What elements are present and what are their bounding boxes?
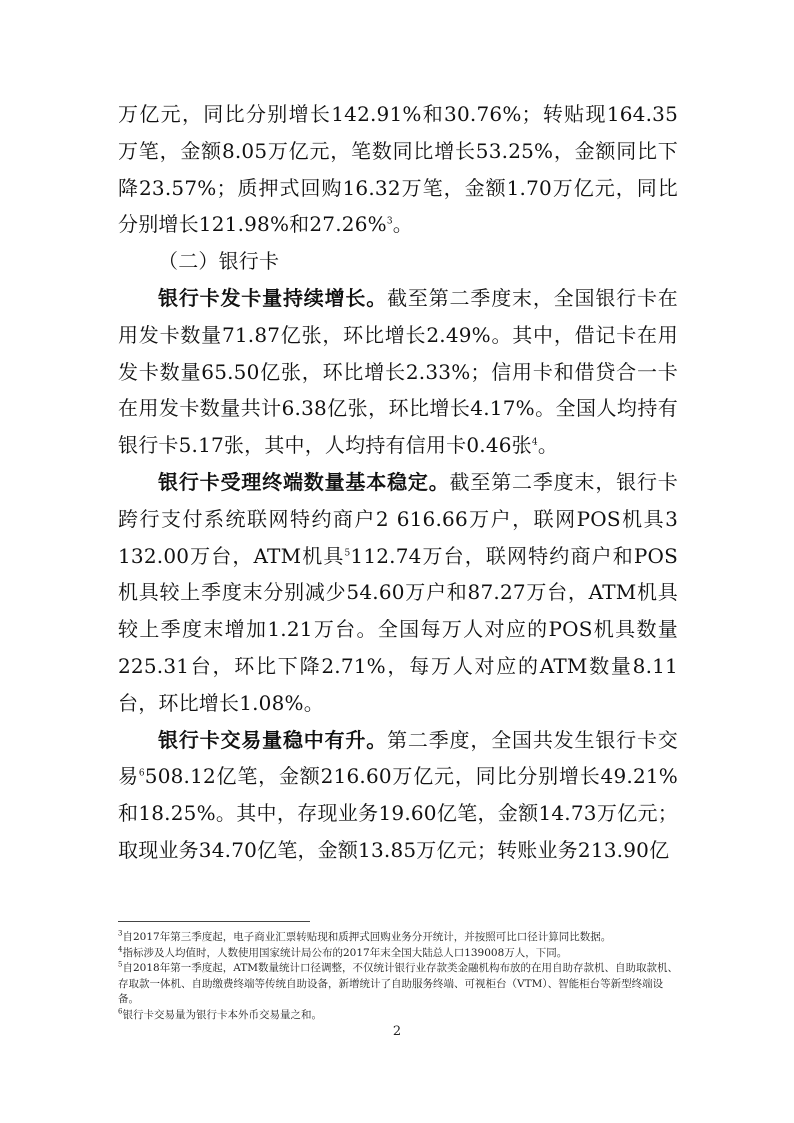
footnote-ref: 5 [344,547,351,558]
footnote [118,961,684,1008]
paragraph-card-issuance [118,280,678,464]
footnote [118,946,684,962]
footnote-divider [118,921,310,922]
paragraph-text: 截至第二季度末，银行卡跨行支付系统联网特约商户2 616.66万户，联网POS机具3 132.00万台，ATM机具 [118,469,678,568]
footnote-text: 自2018年第一季度起，ATM数量统计口径调整，不仅统计银行业存款类金融机构布放的在用自助存款机、自助取款机、存取款一体机、自助缴费终端等传统自助设备，新增统计了自助服务终端、可视柜台（VTM）、智能柜台等新型终端设备。 [118,962,678,1005]
paragraph-lead: 银行卡交易量稳中有升。 [158,727,388,752]
footnotes [118,930,684,1023]
footnote-marker: 4 [118,945,123,953]
paragraph-terminals [118,464,678,722]
footnote-marker: 6 [118,1007,123,1015]
paragraph-tail: 。 [392,212,413,237]
footnote-text: 银行卡交易量为银行卡本外币交易量之和。 [122,1008,322,1021]
paragraph-tail: 。 [537,433,559,458]
footnote [118,930,684,946]
footnote-marker: 5 [118,960,123,969]
footnote [118,1008,684,1024]
paragraph-text: 第二季度，全国共发生银行卡交易 [118,727,678,789]
paragraph-bill-business [118,96,678,243]
footnote-ref: 6 [138,768,145,779]
body-text [118,96,678,869]
footnote-text: 指标涉及人均值时，人数使用国家统计局公布的2017年末全国大陆总人口139008万人，下同。 [122,946,568,959]
paragraph-text: 截至第二季度末，全国银行卡在用发卡数量71.87亿张，环比增长2.49%。其中，借记卡在用发卡数量65.50亿张，环比增长2.33%；信用卡和借贷合一卡在用发卡数量共计6.38亿张，环比增长4.17%。全国人均持有银行卡5.17张，其中，人均持有信用卡0.46张 [118,285,678,458]
footnote-ref: 4 [531,437,538,448]
footnote-text: 自2017年第三季度起，电子商业汇票转贴现和质押式回购业务分开统计，并按照可比口径计算同比数据。 [122,931,612,943]
paragraph-text: 112.74万台，联网特约商户和POS机具较上季度末分别减少54.60万户和87.27万台，ATM机具较上季度末增加1.21万台。全国每万人对应的POS机具数量225.31台，环比下降2.71%，每万人对应的ATM数量8.11台，环比增长1.08%。 [118,543,678,715]
footnote-marker: 3 [118,929,123,938]
paragraph-text: 508.12亿笔，金额216.60万亿元，同比分别增长49.21%和18.25%。其中，存现业务19.60亿笔，金额14.73万亿元；取现业务34.70亿笔，金额13.85万亿元；转账业务213.90亿 [118,764,679,862]
section-heading-bank-card: （二）银行卡 [158,249,280,274]
paragraph-card-transactions [118,722,678,869]
paragraph-lead: 银行卡受理终端数量基本稳定。 [158,469,450,494]
footnote-ref: 3 [386,216,393,227]
page-number: 2 [392,1024,402,1039]
paragraph-text: 万亿元，同比分别增长142.91%和30.76%；转贴现164.35万笔，金额8.05万亿元，笔数同比增长53.25%，金额同比下降23.57%；质押式回购16.32万笔，金额1.70万亿元，同比分别增长121.98%和27.26% [118,102,678,237]
paragraph-lead: 银行卡发卡量持续增长。 [158,285,388,310]
